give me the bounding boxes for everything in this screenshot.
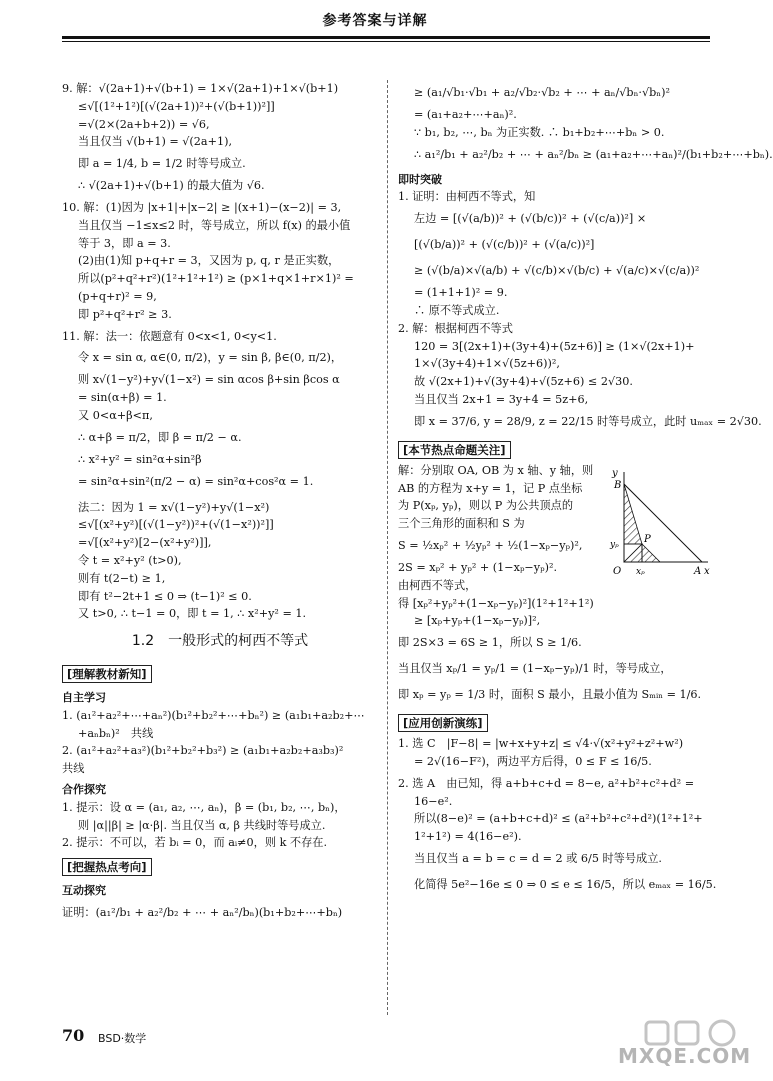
text-line: ≥ [xₚ+yₚ+(1−xₚ−yₚ)]², <box>414 614 541 628</box>
left-column <box>62 80 378 926</box>
text-line: 解：分别取 OA, OB 为 x 轴、y 轴，则 <box>398 463 594 477</box>
text-line: 法二：因为 1 = x√(1−y²)+y√(1−x²) <box>78 500 270 514</box>
text-line: 即 2S×3 = 6S ≥ 1，所以 S ≥ 1/6. <box>398 636 582 650</box>
text-line: ≥ (√(b/a)×√(a/b) + √(c/b)×√(b/c) + √(a/c)×√(c/a))² <box>414 264 700 278</box>
text-line: 2. 解：根据柯西不等式 <box>398 321 513 335</box>
text-line: 为 P(xₚ, yₚ)，则以 P 为公共顶点的 <box>398 499 574 513</box>
column-divider <box>387 80 388 1015</box>
text-line: 左边 = [(√(a/b))² + (√(b/c))² + (√(c/a))²] × <box>414 212 647 226</box>
text-line: 则 |α||β| ≥ |α·β|. 当且仅当 α, β 共线时等号成立. <box>78 818 326 832</box>
text-line: 得 [xₚ²+yₚ²+(1−xₚ−yₚ)²](1²+1²+1²) <box>398 596 594 610</box>
text-line: ∴ √(2a+1)+√(b+1) 的最大值为 √6. <box>78 179 265 193</box>
label-yp: yₚ <box>610 539 619 550</box>
header-title: 参考答案与详解 <box>322 13 428 29</box>
text-line: ∴ a₁²/b₁ + a₂²/b₂ + ⋯ + aₙ²/bₙ ≥ (a₁+a₂+⋯+aₙ)²/(b₁+b₂+⋯+bₙ). <box>414 147 773 161</box>
text-line: 证明：(a₁²/b₁ + a₂²/b₂ + ⋯ + aₙ²/bₙ)(b₁+b₂+⋯+bₙ) <box>62 905 343 919</box>
figure-problem <box>398 462 712 577</box>
text-line: 等于 3，即 a = 3. <box>78 236 171 250</box>
text-line: 120 = 3[(2x+1)+(3y+4)+(5z+6)] ≥ (1×√(2x+1)+ <box>414 339 695 353</box>
text-line: 则 x√(1−y²)+y√(1−x²) = sin αcos β+sin βcos α <box>78 373 340 387</box>
section-box-heading: [本节热点命题关注] <box>398 441 511 459</box>
text-line: 故 √(2x+1)+√(3y+4)+√(5z+6) ≤ 2√30. <box>414 375 633 389</box>
text-line: 化简得 5e²−16e ≤ 0 ⇒ 0 ≤ e ≤ 16/5，所以 eₘₐₓ = 16/5. <box>414 877 717 891</box>
subsection-heading: 即时突破 <box>398 172 442 186</box>
text-line: 即有 t²−2t+1 ≤ 0 ⇒ (t−1)² ≤ 0. <box>78 589 252 603</box>
text-line: (2)由(1)知 p+q+r = 3，又因为 p, q, r 是正实数， <box>78 254 340 268</box>
text-line: 三个三角形的面积和 S 为 <box>398 517 525 531</box>
footer-label: BSD·数学 <box>98 1032 147 1045</box>
text-line: 令 x = sin α, α∈(0, π/2)，y = sin β, β∈(0, π/2)， <box>78 351 343 365</box>
problem-10 <box>62 199 378 324</box>
section-box-heading: [把握热点考向] <box>62 858 152 876</box>
text-line: = sin(α+β) = 1. <box>78 391 167 405</box>
text-line: S = ½xₚ² + ½yₚ² + ½(1−xₚ−yₚ)², <box>398 538 583 552</box>
label-b: B <box>614 479 622 491</box>
text-line: 由柯西不等式， <box>398 578 477 592</box>
text-line: 又 0<α+β<π, <box>78 408 153 422</box>
label-p: P <box>644 533 651 545</box>
label-a: A <box>694 565 702 577</box>
header-rule <box>62 36 710 39</box>
text-line: 11. 解：法一：依题意有 0<x<1, 0<y<1. <box>62 329 277 343</box>
text-line: 又 t>0, ∴ t−1 = 0，即 t = 1, ∴ x²+y² = 1. <box>78 607 307 621</box>
text-line: +aₙbₙ)² 共线 <box>78 726 154 740</box>
subsection-heading: 互动探究 <box>62 884 106 898</box>
watermark-text: MXQE.COM <box>618 1044 752 1068</box>
text-line: 1. 提示：设 α = (a₁, a₂, ⋯, aₙ)，β = (b₁, b₂, ⋯, bₙ)， <box>62 800 346 814</box>
label-xp: xₚ <box>636 566 645 577</box>
figure-text <box>398 462 610 577</box>
text-line: ≥ (a₁/√b₁·√b₁ + a₂/√b₂·√b₂ + ⋯ + aₙ/√bₙ·√bₙ)² <box>414 86 670 99</box>
text-line: = (a₁+a₂+⋯+aₙ)². <box>414 108 517 121</box>
text-line: ∵ b₁, b₂, ⋯, bₙ 为正实数. ∴ b₁+b₂+⋯+bₙ > 0. <box>414 125 665 139</box>
triangle-diagram <box>610 462 712 580</box>
text-line: 当且仅当 a = b = c = d = 2 或 6/5 时等号成立. <box>414 851 662 865</box>
text-line: 2. 选 A 由已知，得 a+b+c+d = 8−e, a²+b²+c²+d² = <box>398 776 695 790</box>
triangle-2 <box>624 544 642 562</box>
text-line: 1. 证明：由柯西不等式，知 <box>398 190 536 204</box>
text-line: ∴ α+β = π/2，即 β = π/2 − α. <box>78 430 242 444</box>
text-line: 即 a = 1/4, b = 1/2 时等号成立. <box>78 157 246 171</box>
right-column <box>398 80 773 898</box>
text-line: 1×√(3y+4)+1×√(5z+6))², <box>414 357 560 371</box>
text-line: = sin²α+sin²(π/2 − α) = sin²α+cos²α = 1. <box>78 474 314 488</box>
text-line: (p+q+r)² = 9, <box>78 289 157 303</box>
label-x: x <box>704 565 710 577</box>
text-line: 当且仅当 xₚ/1 = yₚ/1 = (1−xₚ−yₚ)/1 时，等号成立， <box>398 662 672 676</box>
text-line: 即 p²+q²+r² ≥ 3. <box>78 307 172 321</box>
text-line: 所以(p²+q²+r²)(1²+1²+1²) ≥ (p×1+q×1+r×1)² = <box>78 272 354 286</box>
text-line: =√(2×(2a+b+2)) = √6, <box>78 117 210 131</box>
text-line: ∴ x²+y² = sin²α+sin²β <box>78 452 202 466</box>
text-line: 即 x = 37/6, y = 28/9, z = 22/15 时等号成立，此时 uₘₐₓ = 2√30. <box>414 414 762 428</box>
text-line: ∴ 原不等式成立. <box>414 303 500 317</box>
section-box-heading: [应用创新演练] <box>398 714 488 732</box>
text-line: 即 xₚ = yₚ = 1/3 时，面积 S 最小，且最小值为 Sₘᵢₙ = 1/6. <box>398 688 702 702</box>
text-line: 当且仅当 √(b+1) = √(2a+1), <box>78 135 232 149</box>
text-line: 10. 解：(1)因为 |x+1|+|x−2| ≥ |(x+1)−(x−2)| = 3, <box>62 200 342 214</box>
text-line: ≤√[(1²+1²)[(√(2a+1))²+(√(b+1))²]] <box>78 99 275 113</box>
text-line: 1. (a₁²+a₂²+⋯+aₙ²)(b₁²+b₂²+⋯+bₙ²) ≥ (a₁b₁+a₂b₂+⋯ <box>62 708 365 722</box>
text-line: 2S = xₚ² + yₚ² + (1−xₚ−yₚ)². <box>398 560 558 574</box>
text-line: AB 的方程为 x+y = 1，记 P 点坐标 <box>398 481 583 495</box>
text-line: [(√(b/a))² + (√(c/b))² + (√(a/c))²] <box>414 238 595 252</box>
header-rule-thin <box>62 41 710 42</box>
text-line: = (1+1+1)² = 9. <box>414 286 508 300</box>
triangle-3 <box>642 544 660 562</box>
text-line: 令 t = x²+y² (t>0), <box>78 553 182 567</box>
text-line: 1²+1²) = 4(16−e²). <box>414 830 522 844</box>
text-line: 1. 选 C |F−8| = |w+x+y+z| ≤ √4·√(x²+y²+z²+w²) <box>398 737 684 751</box>
text-line: 共线 <box>62 762 85 776</box>
page-number: 70 <box>62 1026 85 1045</box>
section-title: 1.2 一般形式的柯西不等式 <box>131 633 309 650</box>
section-box-heading: [理解教材新知] <box>62 665 152 683</box>
label-y: y <box>612 467 618 479</box>
text-line: 所以(8−e)² = (a+b+c+d)² ≤ (a²+b²+c²+d²)(1²+1²+ <box>414 812 703 826</box>
text-line: 2. (a₁²+a₂²+a₃²)(b₁²+b₂²+b₃²) ≥ (a₁b₁+a₂b₂+a₃b₃)² <box>62 744 344 758</box>
text-line: =√[(x²+y²)[2−(x²+y²)]], <box>78 536 212 550</box>
label-o: O <box>613 565 622 577</box>
text-line: 9. 解：√(2a+1)+√(b+1) = 1×√(2a+1)+1×√(b+1) <box>62 82 339 95</box>
text-line: 2. 提示：不可以，若 bᵢ = 0，而 aᵢ≠0，则 k 不存在. <box>62 836 328 850</box>
text-line: 当且仅当 −1≤x≤2 时，等号成立，所以 f(x) 的最小值 <box>78 218 351 232</box>
subsection-heading: 合作探究 <box>62 782 106 796</box>
text-line: = 2√(16−F²)，两边平方后得，0 ≤ F ≤ 16/5. <box>414 754 652 768</box>
text-line: ≤√[(x²+y²)[(√(1−y²))²+(√(1−x²))²]] <box>78 518 274 532</box>
text-line: 则有 t(2−t) ≥ 1, <box>78 571 166 585</box>
problem-11 <box>62 328 378 624</box>
text-line: 16−e². <box>414 794 453 808</box>
subsection-heading: 自主学习 <box>62 690 106 704</box>
text-line: 当且仅当 2x+1 = 3y+4 = 5z+6, <box>414 392 589 406</box>
problem-9 <box>62 80 378 195</box>
